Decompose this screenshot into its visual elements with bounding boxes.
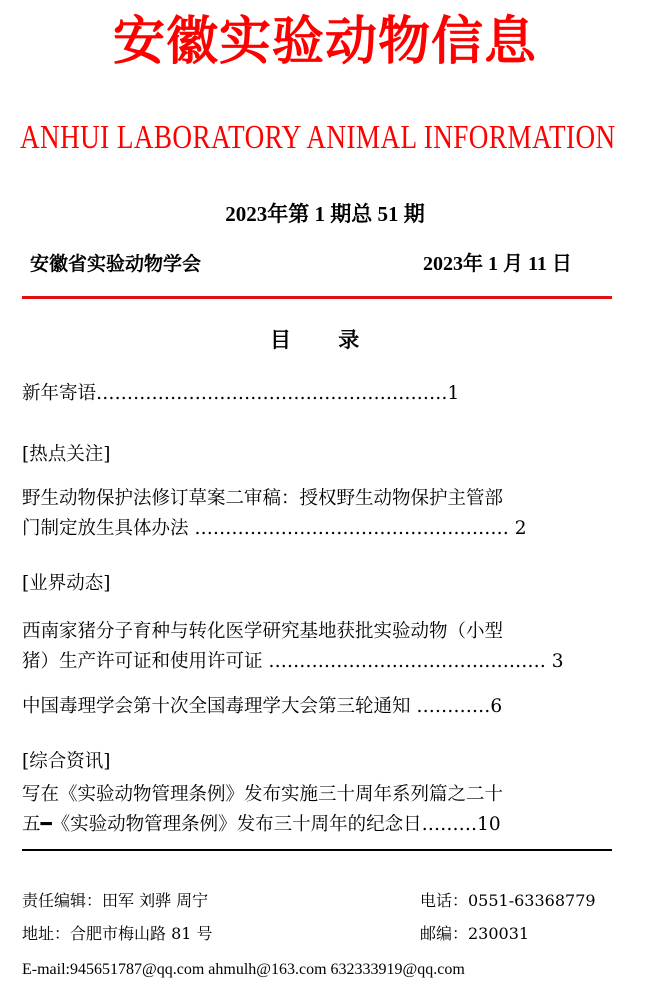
toc-entry-title-line2: 猪）生产许可证和使用许可证 [22,651,263,672]
toc-leader-dots: ……………………………………… [268,651,546,672]
toc-page-number: 2 [514,518,527,539]
toc-entry[interactable] [22,617,612,677]
toc-heading: 目 录 [270,328,360,352]
toc-page-number: 10 [477,814,501,835]
footer-address: 地址：合肥市梅山路 81 号 [22,924,213,943]
footer-postcode: 邮编：230031 [420,924,530,943]
masthead-title-english: ANHUI LABORATORY ANIMAL INFORMATION [20,119,616,156]
toc-page-number: 6 [490,696,503,717]
toc-entry-title-line2: 门制定放生具体办法 [22,518,189,539]
toc-entry[interactable] [22,692,612,722]
toc-entry[interactable] [22,780,612,840]
toc-section-industry-news: [业界动态] [22,573,111,594]
footer-divider [22,849,612,851]
toc-page-number: 1 [447,383,460,404]
toc-leader-dots: ………………………………………………… [96,383,448,404]
toc-entry-title: 中国毒理学会第十次全国毒理学大会第三轮通知 [22,696,411,717]
footer-email[interactable]: E-mail:945651787@qq.com ahmulh@163.com 632333919@qq.com [22,961,465,978]
toc-leader-dots: …………………………………………… [194,518,509,539]
toc-entry-title-line1: 野生动物保护法修订草案二审稿：授权野生动物保护主管部 [22,488,504,509]
toc-entry-title-line2: 五━《实验动物管理条例》发布三十周年的纪念日 [22,814,422,835]
toc-entry[interactable] [22,484,612,544]
header-divider-red [22,296,612,299]
toc-leader-dots: ……… [421,814,478,835]
toc-section-general-info: [综合资讯] [22,751,111,772]
toc-entry[interactable] [22,379,612,409]
masthead-title-chinese: 安徽实验动物信息 [112,12,537,72]
toc-entry-title-line1: 写在《实验动物管理条例》发布实施三十周年系列篇之二十 [22,784,504,805]
toc-section-hot-topics: [热点关注] [22,444,111,465]
publisher-organization: 安徽省实验动物学会 [30,253,202,275]
footer-phone: 电话：0551-63368779 [420,891,596,910]
toc-entry-title-line1: 西南家猪分子育种与转化医学研究基地获批实验动物（小型 [22,621,504,642]
footer-editors: 责任编辑：田军 刘骅 周宁 [22,891,209,910]
toc-page-number: 3 [551,651,564,672]
publication-date: 2023年 1 月 11 日 [423,253,572,275]
toc-entry-title: 新年寄语 [22,383,97,404]
toc-leader-dots: ………… [416,696,491,717]
issue-number: 2023年第 1 期总 51 期 [225,202,425,226]
